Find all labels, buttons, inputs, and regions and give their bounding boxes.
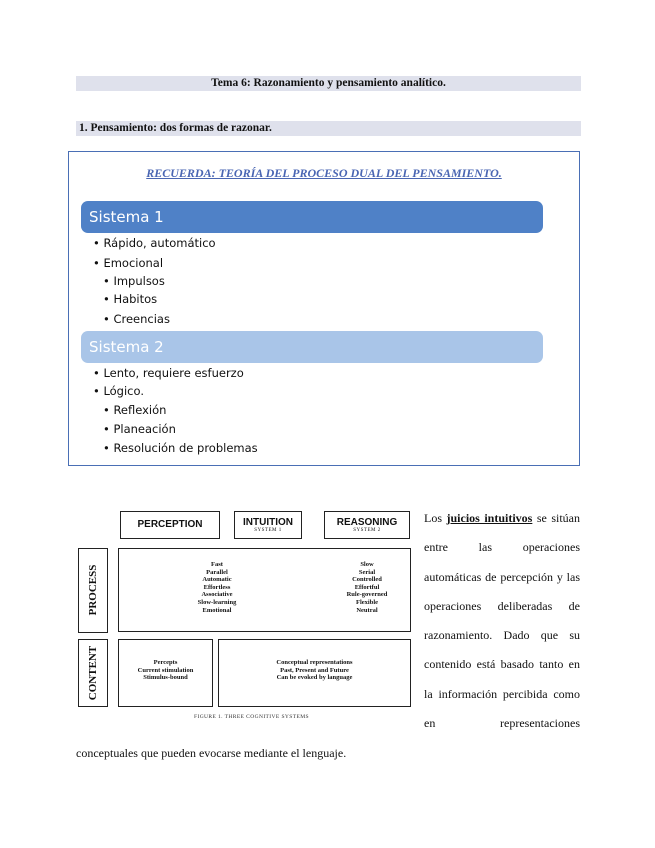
sistema-2-item: • Lento, requiere esfuerzo [93, 366, 244, 380]
process-label: PROCESS [87, 564, 99, 616]
content-conceptual-box [218, 639, 411, 707]
process-trait: Neutral [356, 606, 378, 614]
process-trait: Rule-governed [346, 591, 388, 599]
body-paragraph [424, 504, 580, 738]
section-heading: 1. Pensamiento: dos formas de razonar. [76, 121, 581, 136]
perception-header-box [120, 511, 220, 539]
process-reasoning-list [337, 561, 397, 614]
content-conceptual-list [219, 659, 410, 682]
sistema-2-bar: Sistema 2 [81, 331, 543, 363]
intuition-header: INTUITION [243, 517, 293, 528]
reasoning-header-box [324, 511, 410, 539]
page-title: Tema 6: Razonamiento y pensamiento analítico. [76, 76, 581, 91]
sistema-2-subitem: • Reflexión [103, 403, 167, 417]
content-item: Stimulus-bound [143, 674, 188, 682]
para-start: Los [424, 511, 442, 525]
sistema-2-subitem: • Resolución de problemas [103, 441, 258, 455]
process-trait: Slow [360, 561, 374, 568]
recuerda-title: RECUERDA: TEORÍA DEL PROCESO DUAL DEL PENSAMIENTO. [146, 166, 502, 180]
figure-caption: FIGURE 1. THREE COGNITIVE SYSTEMS [194, 714, 310, 720]
process-trait: Automatic [202, 576, 232, 584]
sistema-1-bar: Sistema 1 [81, 201, 543, 233]
content-item: Past, Present and Future [280, 666, 349, 674]
recuerda-box [68, 151, 580, 466]
term-juicios-intuitivos: juicios intuitivos [446, 511, 533, 525]
process-trait: Parallel [206, 568, 228, 576]
process-trait: Flexible [355, 598, 379, 606]
sistema-1-subitem: • Habitos [103, 292, 158, 306]
process-trait: Slow-learning [197, 598, 237, 606]
content-label: CONTENT [87, 645, 99, 701]
three-cognitive-systems-diagram [76, 508, 414, 726]
process-trait: Fast [211, 561, 223, 568]
process-trait: Effortless [203, 583, 231, 591]
process-trait: Controlled [352, 576, 382, 584]
process-trait: Emotional [202, 606, 232, 614]
intuition-subheader: SYSTEM 1 [254, 528, 282, 533]
sistema-1-item: • Rápido, automático [93, 236, 216, 250]
para-rest: se sitúan entre las operaciones automáticas de percepción y las operaciones deliberadas de razonamiento. Dado que su contenido está basado tanto en la información percibida como en representaciones [424, 511, 580, 731]
reasoning-subheader: SYSTEM 2 [353, 528, 381, 533]
content-item: Can be evoked by language [276, 674, 353, 682]
reasoning-header: REASONING [336, 517, 398, 528]
body-paragraph-end: conceptuales que pueden evocarse mediante el lenguaje. [76, 746, 347, 760]
process-box [118, 548, 411, 632]
process-trait: Effortful [354, 583, 380, 591]
sistema-1-subitem: • Creencias [103, 312, 170, 326]
sistema-1-subitem: • Impulsos [103, 274, 165, 288]
process-trait: Associative [201, 591, 233, 599]
process-intuition-list [187, 561, 247, 614]
sistema-2-item: • Lógico. [93, 384, 144, 398]
content-perception-list [119, 659, 212, 682]
intuition-header-box [234, 511, 302, 539]
content-perception-box [118, 639, 213, 707]
content-item: Conceptual representations [276, 659, 353, 666]
perception-header: PERCEPTION [137, 519, 203, 530]
content-item: Current stimulation [137, 666, 194, 674]
sistema-1-item: • Emocional [93, 256, 164, 270]
sistema-2-subitem: • Planeación [103, 422, 176, 436]
process-trait: Serial [358, 568, 376, 576]
content-item: Percepts [153, 659, 178, 666]
